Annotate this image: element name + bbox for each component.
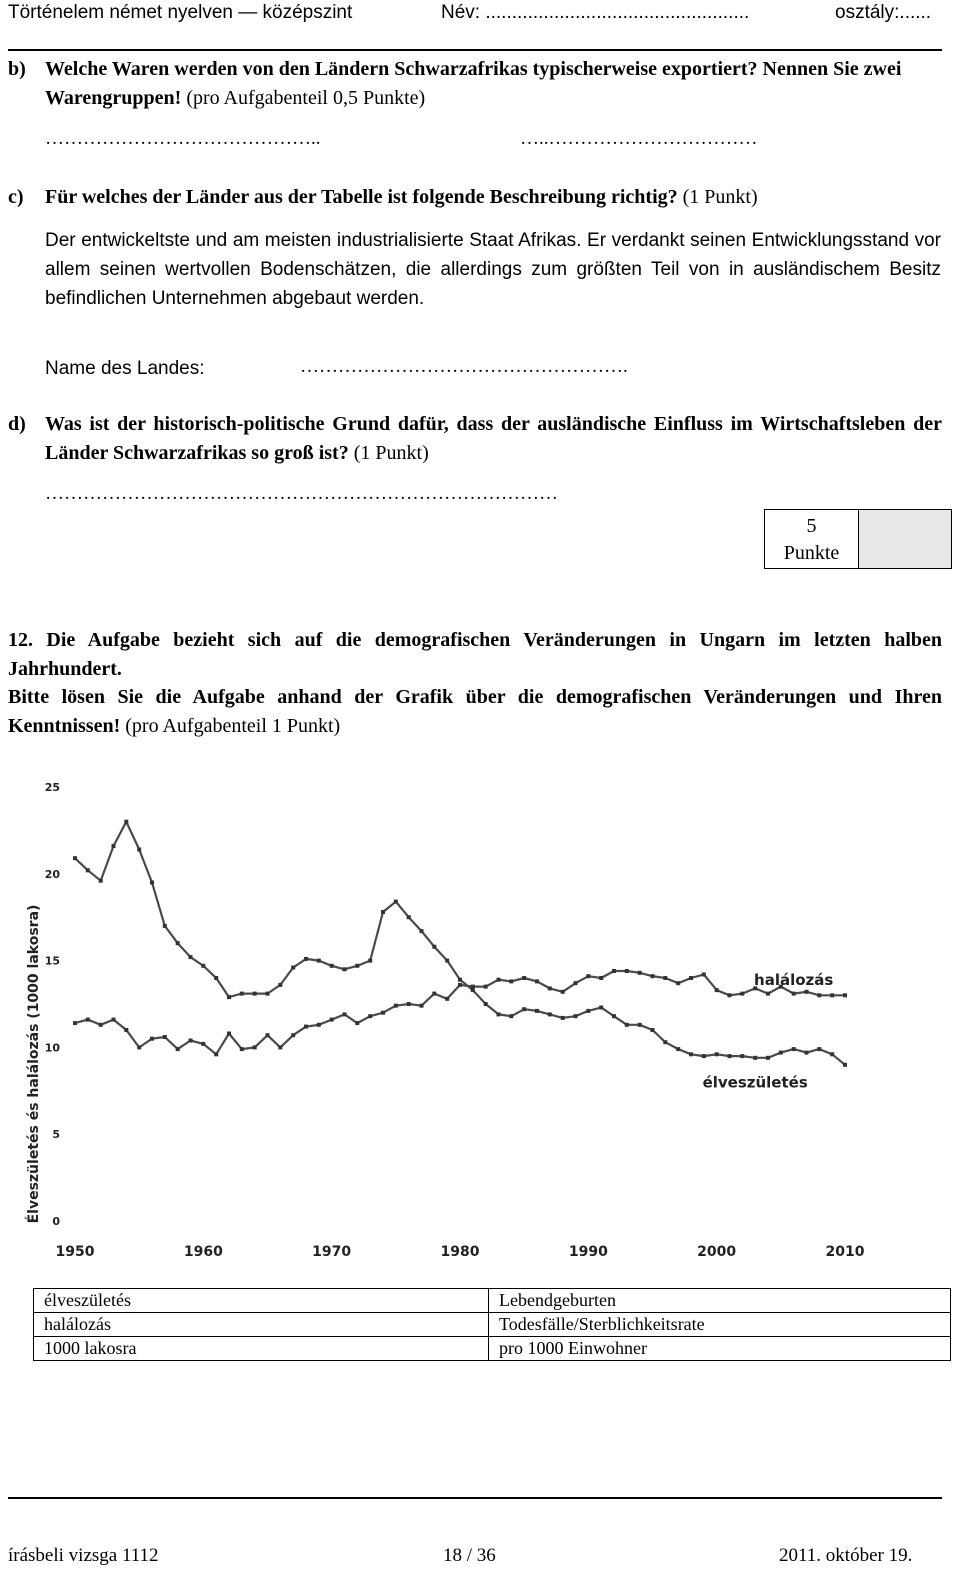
data-point [150, 1037, 154, 1041]
data-point [394, 1004, 398, 1008]
glossary-german-cell: pro 1000 Einwohner [489, 1337, 951, 1361]
data-point [420, 929, 424, 933]
data-point [753, 1056, 757, 1060]
data-point [497, 1012, 501, 1016]
data-point [432, 992, 436, 996]
data-point [253, 992, 257, 996]
demographic-chart [0, 770, 960, 1270]
data-point [330, 1018, 334, 1022]
y-tick-label: 5 [52, 1128, 60, 1142]
data-point [817, 993, 821, 997]
data-point [548, 1012, 552, 1016]
data-point [792, 1047, 796, 1051]
series-label-elveszuletes: élveszületés [702, 1073, 808, 1092]
footer-exam-code: írásbeli vizsga 1112 [8, 1545, 159, 1566]
data-point [625, 1023, 629, 1027]
x-tick-label: 2010 [825, 1244, 865, 1260]
data-point [586, 974, 590, 978]
data-point [651, 1028, 655, 1032]
data-point [522, 976, 526, 980]
data-point [278, 1045, 282, 1049]
data-point [509, 1014, 513, 1018]
answer-b-line-1[interactable]: …………………………………….. [45, 128, 321, 149]
data-point [355, 1021, 359, 1025]
data-point [484, 985, 488, 989]
data-point [843, 1063, 847, 1067]
data-point [394, 900, 398, 904]
data-point [176, 941, 180, 945]
x-tick-label: 2000 [697, 1244, 737, 1260]
question-c [8, 183, 942, 212]
series-label-halalozas: halálozás [754, 970, 834, 989]
data-point [420, 1004, 424, 1008]
footer-date: 2011. október 19. [779, 1545, 913, 1566]
data-point [330, 964, 334, 968]
data-point [73, 1021, 77, 1025]
data-point [586, 1009, 590, 1013]
question-c-description: Der entwickeltste und am meisten industrialisierte Staat Afrikas. Er verdankt seinen Entwicklungsstand vor allem seinen wertvollen Bodenschätzen, die allerdings zum größten Teil von in ausländischem Besitz befindlichen Unternehmen abgebaut werden. [45, 230, 941, 309]
question-d-text: Was ist der historisch-politische Grund dafür, dass der ausländische Einfluss im Wirtschaftsleben der Länder Schwarzafrikas so groß ist? (1 Punkt) [45, 413, 942, 464]
data-point [253, 1045, 257, 1049]
header-class-field: osztály:...... [835, 2, 932, 23]
data-point [189, 955, 193, 959]
data-point [548, 986, 552, 990]
data-point [86, 868, 90, 872]
data-point [445, 997, 449, 1001]
y-axis-title: Élveszületés és halálozás (1000 lakosra) [26, 904, 42, 1224]
glossary-hungarian-cell: halálozás [34, 1313, 489, 1337]
data-point [638, 971, 642, 975]
data-point [343, 1012, 347, 1016]
data-point [574, 981, 578, 985]
data-point [689, 1052, 693, 1056]
series-line-elveszuletes [75, 822, 845, 1065]
x-tick-label: 1950 [55, 1244, 95, 1260]
data-point [715, 988, 719, 992]
data-point [702, 1054, 706, 1058]
data-point [99, 1023, 103, 1027]
data-point [445, 959, 449, 963]
question-12-intro: 12. Die Aufgabe bezieht sich auf die demografischen Veränderungen in Ungarn im letzten halben Jahrhundert. [8, 629, 942, 680]
question-d-label: d) [8, 413, 26, 435]
data-point [227, 1032, 231, 1036]
data-point [86, 1018, 90, 1022]
data-point [522, 1007, 526, 1011]
points-max: 5 Punkte [765, 510, 859, 568]
glossary-german-cell: Todesfälle/Sterblichkeitsrate [489, 1313, 951, 1337]
data-point [317, 959, 321, 963]
glossary-row [34, 1313, 951, 1337]
data-point [189, 1039, 193, 1043]
data-point [676, 1047, 680, 1051]
data-point [830, 993, 834, 997]
data-point [561, 1016, 565, 1020]
points-box [764, 509, 952, 569]
country-answer-line[interactable]: ……………………………………………. [300, 356, 628, 377]
data-point [137, 1045, 141, 1049]
data-point [112, 844, 116, 848]
data-point [612, 1014, 616, 1018]
data-point [407, 1002, 411, 1006]
data-point [497, 978, 501, 982]
data-point [458, 983, 462, 987]
data-point [843, 993, 847, 997]
data-point [728, 993, 732, 997]
question-d [8, 410, 942, 468]
data-point [471, 988, 475, 992]
data-point [368, 959, 372, 963]
header-rule [8, 49, 942, 51]
data-point [805, 990, 809, 994]
country-label: Name des Landes: [45, 358, 205, 379]
data-point [689, 976, 693, 980]
data-point [766, 1056, 770, 1060]
question-b [8, 55, 942, 113]
data-point [432, 945, 436, 949]
data-point [343, 967, 347, 971]
data-point [266, 992, 270, 996]
data-point [663, 976, 667, 980]
data-point [715, 1052, 719, 1056]
data-point [214, 1052, 218, 1056]
data-point [240, 1047, 244, 1051]
data-point [240, 992, 244, 996]
question-b-label: b) [8, 58, 26, 80]
data-point [291, 1033, 295, 1037]
glossary-row [34, 1337, 951, 1361]
data-point [317, 1023, 321, 1027]
data-point [561, 990, 565, 994]
x-tick-label: 1990 [568, 1244, 608, 1260]
x-tick-label: 1970 [312, 1244, 352, 1260]
glossary-hungarian-cell: élveszületés [34, 1289, 489, 1313]
data-point [535, 979, 539, 983]
data-point [304, 1025, 308, 1029]
y-tick-label: 15 [44, 954, 60, 968]
data-point [728, 1054, 732, 1058]
points-achieved-cell [859, 510, 951, 568]
data-point [137, 848, 141, 852]
data-point [201, 1042, 205, 1046]
data-point [740, 1054, 744, 1058]
data-point [163, 924, 167, 928]
glossary-german-cell: Lebendgeburten [489, 1289, 951, 1313]
data-point [176, 1047, 180, 1051]
data-point [99, 879, 103, 883]
data-point [779, 1051, 783, 1055]
footer-rule [8, 1497, 942, 1499]
data-point [625, 969, 629, 973]
data-point [291, 966, 295, 970]
data-point [830, 1052, 834, 1056]
header-name-field: Név: .................................................. [441, 2, 750, 23]
data-point [574, 1014, 578, 1018]
data-point [368, 1014, 372, 1018]
data-point [278, 983, 282, 987]
data-point [201, 964, 205, 968]
data-point [73, 856, 77, 860]
data-point [381, 1011, 385, 1015]
data-point [381, 910, 385, 914]
data-point [638, 1023, 642, 1027]
data-point [214, 976, 218, 980]
glossary-hungarian-cell: 1000 lakosra [34, 1337, 489, 1361]
data-point [651, 974, 655, 978]
data-point [484, 1002, 488, 1006]
data-point [599, 1006, 603, 1010]
question-c-text: Für welches der Länder aus der Tabelle ist folgende Beschreibung richtig? (1 Punkt) [45, 186, 758, 208]
data-point [805, 1051, 809, 1055]
data-point [663, 1040, 667, 1044]
glossary-table [33, 1288, 951, 1361]
data-point [599, 976, 603, 980]
question-c-label: c) [8, 186, 24, 208]
data-point [509, 979, 513, 983]
data-point [227, 995, 231, 999]
data-point [612, 969, 616, 973]
data-point [304, 957, 308, 961]
question-12-instruction: Bitte lösen Sie die Aufgabe anhand der Grafik über die demografischen Veränderungen und Ihren Kenntnissen! (pro Aufgabenteil 1 Punkt) [8, 686, 942, 737]
data-point [458, 978, 462, 982]
header-title: Történelem német nyelven — középszint [8, 2, 353, 23]
y-tick-label: 0 [52, 1215, 60, 1228]
data-point [124, 820, 128, 824]
glossary-row [34, 1289, 951, 1313]
y-tick-label: 20 [44, 867, 60, 881]
footer-page-number: 18 / 36 [443, 1545, 496, 1566]
data-point [792, 992, 796, 996]
data-point [266, 1033, 270, 1037]
data-point [407, 915, 411, 919]
data-point [124, 1028, 128, 1032]
x-tick-label: 1960 [183, 1244, 223, 1260]
x-tick-label: 1980 [440, 1244, 480, 1260]
answer-b-line-2[interactable]: …..…………………………… [520, 128, 758, 149]
data-point [112, 1018, 116, 1022]
data-point [535, 1009, 539, 1013]
question-b-text: Welche Waren werden von den Ländern Schwarzafrikas typischerweise exportiert? Nennen Sie zwei Warengruppen! (pro Aufgabenteil 0,5 Punkte) [45, 58, 902, 109]
data-point [471, 985, 475, 989]
y-tick-label: 10 [44, 1041, 60, 1055]
data-point [163, 1035, 167, 1039]
y-tick-label: 25 [44, 781, 60, 794]
data-point [702, 973, 706, 977]
data-point [355, 964, 359, 968]
data-point [817, 1047, 821, 1051]
data-point [676, 981, 680, 985]
data-point [766, 992, 770, 996]
data-point [740, 992, 744, 996]
answer-d-line[interactable]: ……………………………………………………………………… [45, 483, 558, 504]
data-point [150, 881, 154, 885]
